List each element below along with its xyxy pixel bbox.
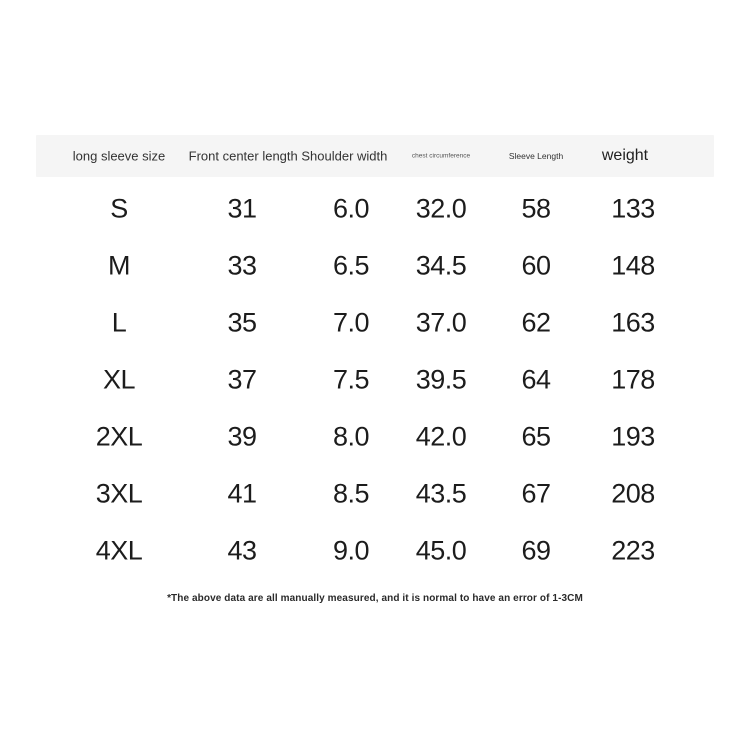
header-chest-circumference: chest circumference bbox=[411, 152, 471, 160]
header-weight: weight bbox=[601, 147, 649, 164]
size-cell: 4XL bbox=[95, 535, 143, 565]
shoulder-width-cell: 7.0 bbox=[332, 307, 370, 337]
weight-cell: 133 bbox=[611, 193, 655, 223]
chest-cell: 43.5 bbox=[415, 478, 467, 508]
chest-cell: 37.0 bbox=[415, 307, 467, 337]
size-cell: XL bbox=[102, 364, 136, 394]
shoulder-width-cell: 6.0 bbox=[332, 193, 370, 223]
shoulder-width-cell: 6.5 bbox=[332, 250, 370, 280]
sleeve-cell: 65 bbox=[521, 421, 551, 451]
front-length-cell: 43 bbox=[227, 535, 257, 565]
chest-cell: 42.0 bbox=[415, 421, 467, 451]
size-cell: L bbox=[111, 307, 127, 337]
front-length-cell: 37 bbox=[227, 364, 257, 394]
table-row-xl bbox=[36, 351, 714, 408]
size-cell: M bbox=[108, 250, 130, 280]
chest-cell: 39.5 bbox=[415, 364, 467, 394]
size-cell: 2XL bbox=[95, 421, 143, 451]
weight-cell: 208 bbox=[611, 478, 655, 508]
weight-cell: 223 bbox=[611, 535, 655, 565]
weight-cell: 163 bbox=[611, 307, 655, 337]
front-length-cell: 33 bbox=[227, 250, 257, 280]
shoulder-width-cell: 8.5 bbox=[332, 478, 370, 508]
sleeve-cell: 60 bbox=[521, 250, 551, 280]
shoulder-width-cell: 9.0 bbox=[332, 535, 370, 565]
chest-cell: 45.0 bbox=[415, 535, 467, 565]
table-header-row bbox=[36, 135, 714, 177]
header-long-sleeve-size: long sleeve size bbox=[72, 148, 166, 164]
size-cell: 3XL bbox=[95, 478, 143, 508]
sleeve-cell: 64 bbox=[521, 364, 551, 394]
table-row-3xl bbox=[36, 465, 714, 522]
shoulder-width-cell: 7.5 bbox=[332, 364, 370, 394]
front-length-cell: 31 bbox=[227, 193, 257, 223]
table-body bbox=[36, 180, 714, 579]
table-row-4xl bbox=[36, 522, 714, 579]
sleeve-cell: 62 bbox=[521, 307, 551, 337]
table-row-l bbox=[36, 294, 714, 351]
front-length-cell: 35 bbox=[227, 307, 257, 337]
size-chart-table bbox=[36, 135, 714, 604]
table-row-m bbox=[36, 237, 714, 294]
table-row-s bbox=[36, 180, 714, 237]
sleeve-cell: 67 bbox=[521, 478, 551, 508]
header-front-center-length-shoulder-width: Front center length Shoulder width bbox=[188, 148, 388, 164]
size-cell: S bbox=[110, 193, 128, 223]
measurement-disclaimer: *The above data are all manually measured, and it is normal to have an error of 1-3CM bbox=[167, 593, 583, 604]
weight-cell: 193 bbox=[611, 421, 655, 451]
weight-cell: 148 bbox=[611, 250, 655, 280]
chest-cell: 34.5 bbox=[415, 250, 467, 280]
shoulder-width-cell: 8.0 bbox=[332, 421, 370, 451]
front-length-cell: 41 bbox=[227, 478, 257, 508]
table-row-2xl bbox=[36, 408, 714, 465]
sleeve-cell: 58 bbox=[521, 193, 551, 223]
front-length-cell: 39 bbox=[227, 421, 257, 451]
chest-cell: 32.0 bbox=[415, 193, 467, 223]
weight-cell: 178 bbox=[611, 364, 655, 394]
sleeve-cell: 69 bbox=[521, 535, 551, 565]
header-sleeve-length: Sleeve Length bbox=[508, 151, 564, 161]
